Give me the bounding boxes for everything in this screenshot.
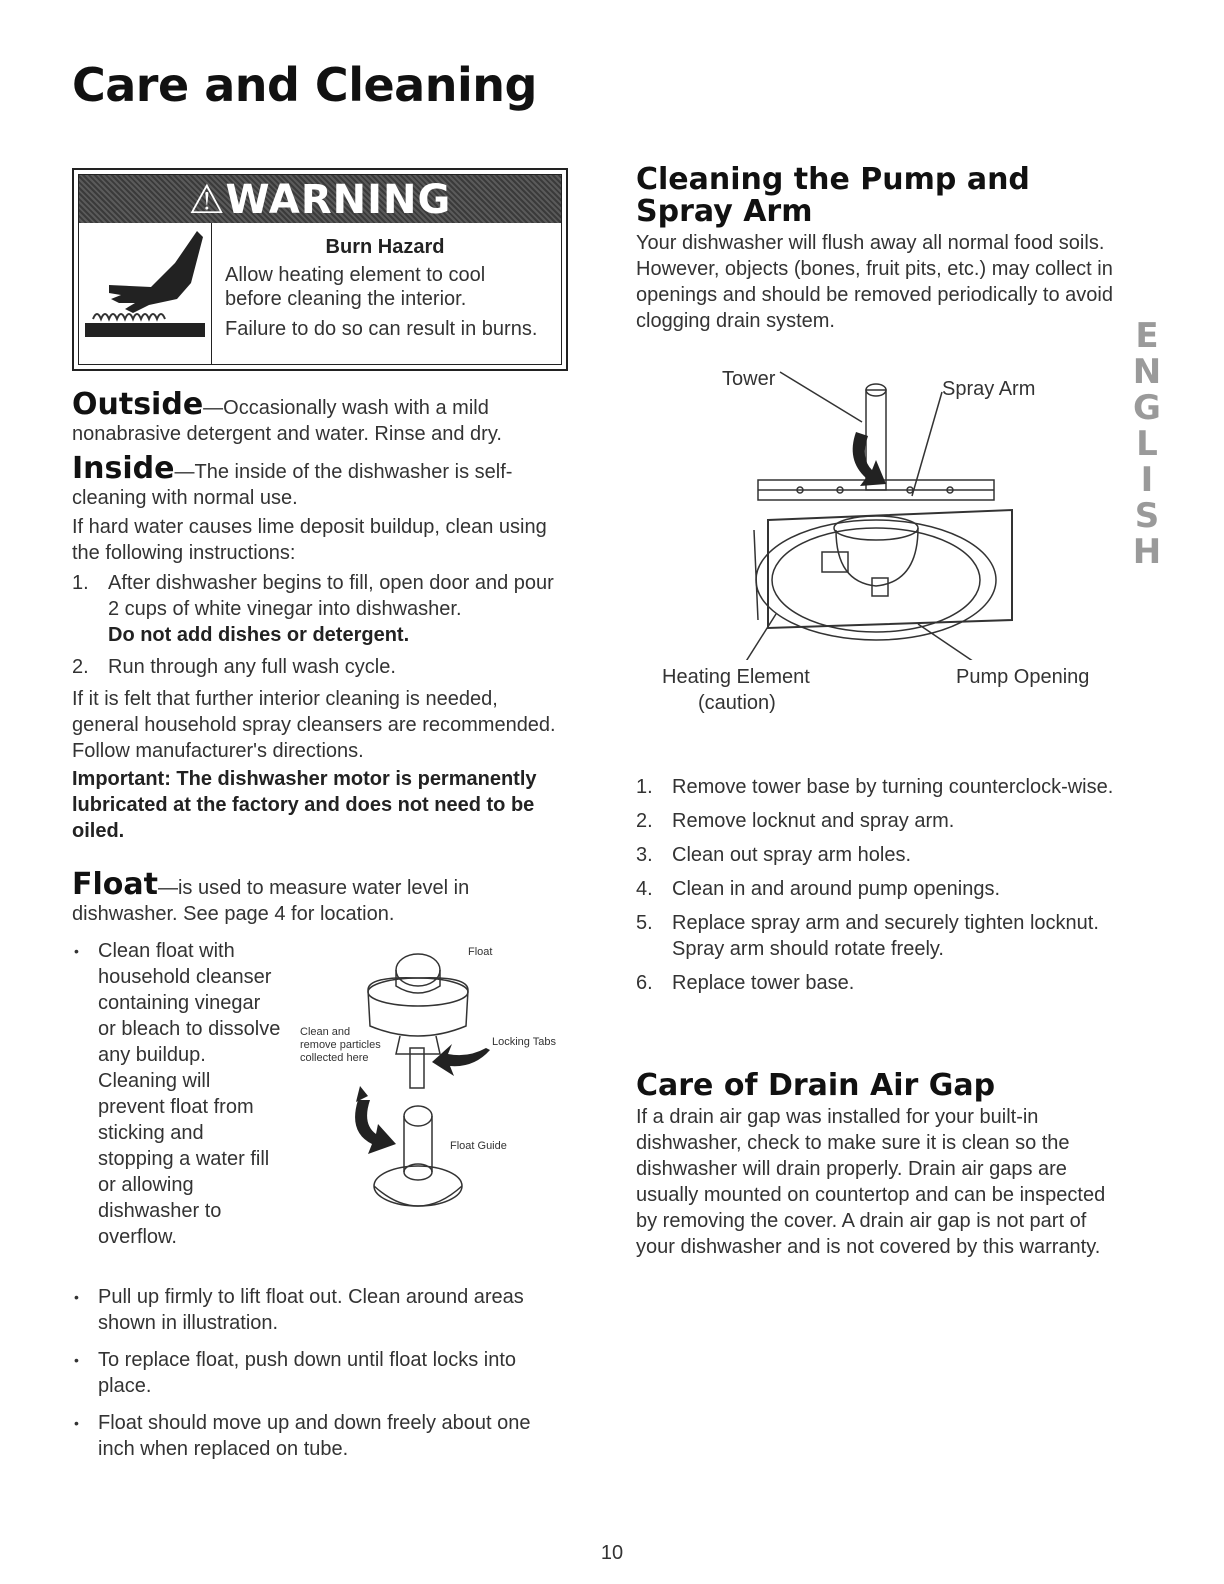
list-item: • Clean float with household cleanser containing vinegar or bleach to dissolve any buildup. Cleaning will prevent float from sticking and stopping a water fill or allowing dishwasher to overflow. (72, 938, 282, 1250)
tower-label: Tower (722, 368, 776, 390)
step-number: 3. (636, 844, 653, 866)
important-note: Important: The dishwasher motor is permanently lubricated at the factory and does not need to be oiled. (72, 768, 537, 842)
outside-section (72, 387, 562, 447)
inside-para-2: If it is felt that further interior cleaning is needed, general household spray cleansers are recommended. Follow manufacturer's directions. (72, 688, 556, 762)
pump-heading: Cleaning the Pump and Spray Arm (636, 162, 1030, 229)
list-item: • Float should move up and down freely about one inch when replaced on tube. (72, 1410, 562, 1462)
float-label: Float (468, 946, 493, 958)
pump-opening-label: Pump Opening (956, 666, 1090, 688)
pump-steps (636, 774, 1116, 996)
step-text: Clean in and around pump openings. (672, 878, 1001, 900)
warning-text (225, 235, 545, 341)
step-text: Run through any full wash cycle. (108, 656, 396, 678)
caution-label: (caution) (698, 692, 776, 714)
warning-line-1: Allow heating element to cool before cleaning the interior. (225, 264, 486, 310)
inside-step-2 (72, 654, 562, 680)
inside-steps (72, 570, 562, 680)
float-heading: Float (72, 867, 158, 902)
step-text: Remove tower base by turning counterclock-wise. (672, 776, 1114, 798)
step-text: After dishwasher begins to fill, open door and pour 2 cups of white vinegar into dishwasher. (108, 572, 554, 620)
step-bold-note: Do not add dishes or detergent. (108, 624, 410, 646)
side-tab-text: ENGLISH (1132, 316, 1162, 572)
pump-step-2 (636, 808, 1116, 834)
step-number: 5. (636, 912, 653, 934)
pump-step-6 (636, 970, 1116, 996)
pump-step-3 (636, 842, 1116, 868)
air-gap-heading: Care of Drain Air Gap (636, 1068, 996, 1103)
page-title: Care and Cleaning (72, 58, 537, 112)
float-bullet-1 (72, 938, 282, 1250)
list-item: • Pull up firmly to lift float out. Clean around areas shown in illustration. (72, 1284, 562, 1336)
warning-box (72, 168, 568, 371)
step-number: 6. (636, 972, 653, 994)
pump-step-4 (636, 876, 1116, 902)
burn-hazard-icon (79, 223, 212, 364)
step-number: 1. (72, 572, 89, 594)
heating-element-label: Heating Element (662, 666, 810, 688)
pump-spray-arm-diagram (640, 360, 1120, 660)
warning-banner: ⚠WARNING (79, 175, 561, 223)
pump-intro: Your dishwasher will flush away all normal food soils. However, objects (bones, fruit pits, etc.) may collect in openings and should be removed periodically to avoid clogging drain system. (636, 232, 1113, 332)
pump-illustration (640, 360, 1120, 720)
step-number: 4. (636, 878, 653, 900)
language-side-tab (1130, 316, 1164, 572)
outside-heading: Outside (72, 387, 204, 422)
inside-step-1 (72, 570, 562, 648)
outside-text: —Occasionally wash with a mild nonabrasive detergent and water. Rinse and dry. (72, 397, 502, 445)
float-section (72, 867, 512, 927)
step-text: Clean out spray arm holes. (672, 844, 912, 866)
step-text: Remove locknut and spray arm. (672, 810, 955, 832)
list-item: • To replace float, push down until float locks into place. (72, 1347, 562, 1399)
inside-section (72, 451, 562, 511)
locking-tabs-label: Locking Tabs (492, 1036, 557, 1048)
step-number: 1. (636, 776, 653, 798)
clean-label: Clean and remove particles collected here (300, 1026, 381, 1064)
page-number: 10 (600, 1542, 624, 1564)
spray-arm-label: Spray Arm (942, 378, 1036, 400)
float-bullets (72, 1284, 562, 1462)
burn-hazard-label: Burn Hazard (325, 236, 445, 258)
inside-text: —The inside of the dishwasher is self-cleaning with normal use. (72, 461, 513, 509)
step-number: 2. (636, 810, 653, 832)
inside-para: If hard water causes lime deposit buildup, clean using the following instructions: (72, 516, 547, 564)
warning-line-2: Failure to do so can result in burns. (225, 318, 538, 340)
float-text: —is used to measure water level in dishwasher. See page 4 for location. (72, 877, 470, 925)
step-number: 2. (72, 656, 89, 678)
step-text: Replace spray arm and securely tighten locknut. Spray arm should rotate freely. (672, 912, 1099, 960)
inside-heading: Inside (72, 451, 175, 486)
air-gap-text: If a drain air gap was installed for your built-in dishwasher, check to make sure it is clean so the dishwasher will drain properly. Drain air gaps are usually mounted on countertop and can be inspected by removing the cover. A drain air gap is not part of your dishwasher and is not covered by this warranty. (636, 1106, 1106, 1258)
float-illustration (296, 936, 576, 1226)
pump-step-1 (636, 774, 1116, 800)
step-text: Replace tower base. (672, 972, 855, 994)
float-guide-label: Float Guide (450, 1140, 507, 1152)
pump-step-5 (636, 910, 1116, 962)
float-diagram (296, 936, 576, 1226)
